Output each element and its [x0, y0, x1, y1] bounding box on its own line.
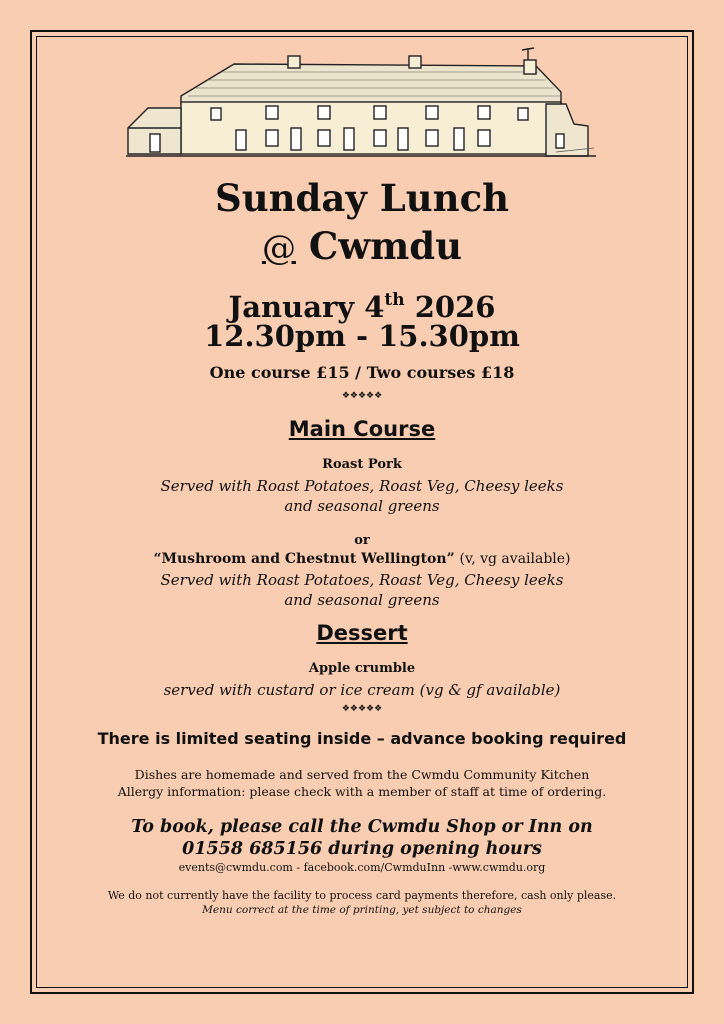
menu-disclaimer: Menu correct at the time of printing, yet subject to changes — [202, 904, 522, 916]
date-suffix: th — [384, 290, 405, 310]
title-place: Cwmdu — [308, 224, 463, 268]
desc-line: and seasonal greens — [284, 497, 440, 515]
title-at: @ — [261, 228, 296, 268]
contact-links: events@cwmdu.com - facebook.com/CwmduInn -www.cwmdu.org — [178, 861, 546, 874]
dish-wellington-name: “Mushroom and Chestnut Wellington” — [153, 551, 455, 567]
dessert-heading: Dessert — [316, 621, 408, 645]
ornament-divider-icon: ❖❖❖❖❖ — [341, 704, 383, 714]
dish-apple-crumble: Apple crumble — [308, 661, 416, 676]
building-illustration-icon — [126, 44, 596, 162]
main-course-heading: Main Course — [288, 417, 436, 441]
kitchen-note: Dishes are homemade and served from the Cwmdu Community Kitchen — [134, 767, 590, 782]
or-separator: or — [354, 533, 370, 548]
booking-phone: 01558 685156 during opening hours — [182, 839, 542, 859]
dish-wellington-note: (v, vg available) — [459, 551, 571, 567]
dish-wellington — [40, 550, 684, 568]
cash-only-note: We do not currently have the facility to process card payments therefore, cash only please. — [107, 889, 617, 902]
allergy-note: Allergy information: please check with a member of staff at time of ordering. — [117, 784, 607, 799]
desc-line: and seasonal greens — [284, 591, 440, 609]
desc-line: Served with Roast Potatoes, Roast Veg, Cheesy leeks — [160, 571, 564, 589]
title-line-1: Sunday Lunch — [215, 176, 509, 220]
dish-wellington-desc — [40, 570, 684, 610]
dish-roast-pork-desc — [40, 476, 684, 516]
desc-line: Served with Roast Potatoes, Roast Veg, Cheesy leeks — [160, 477, 564, 495]
dish-apple-crumble-desc: served with custard or ice cream (vg & gf available) — [163, 681, 561, 699]
dish-roast-pork: Roast Pork — [322, 457, 402, 472]
ornament-divider-icon: ❖❖❖❖❖ — [341, 391, 383, 401]
seating-notice: There is limited seating inside – advance booking required — [97, 729, 627, 748]
booking-line-1: To book, please call the Cwmdu Shop or Inn on — [131, 817, 593, 837]
event-time: 12.30pm - 15.30pm — [204, 319, 520, 353]
date-main: January 4 — [228, 290, 385, 324]
price-line: One course £15 / Two courses £18 — [209, 363, 515, 382]
title-line-2 — [40, 224, 684, 270]
date-year: 2026 — [414, 290, 496, 324]
